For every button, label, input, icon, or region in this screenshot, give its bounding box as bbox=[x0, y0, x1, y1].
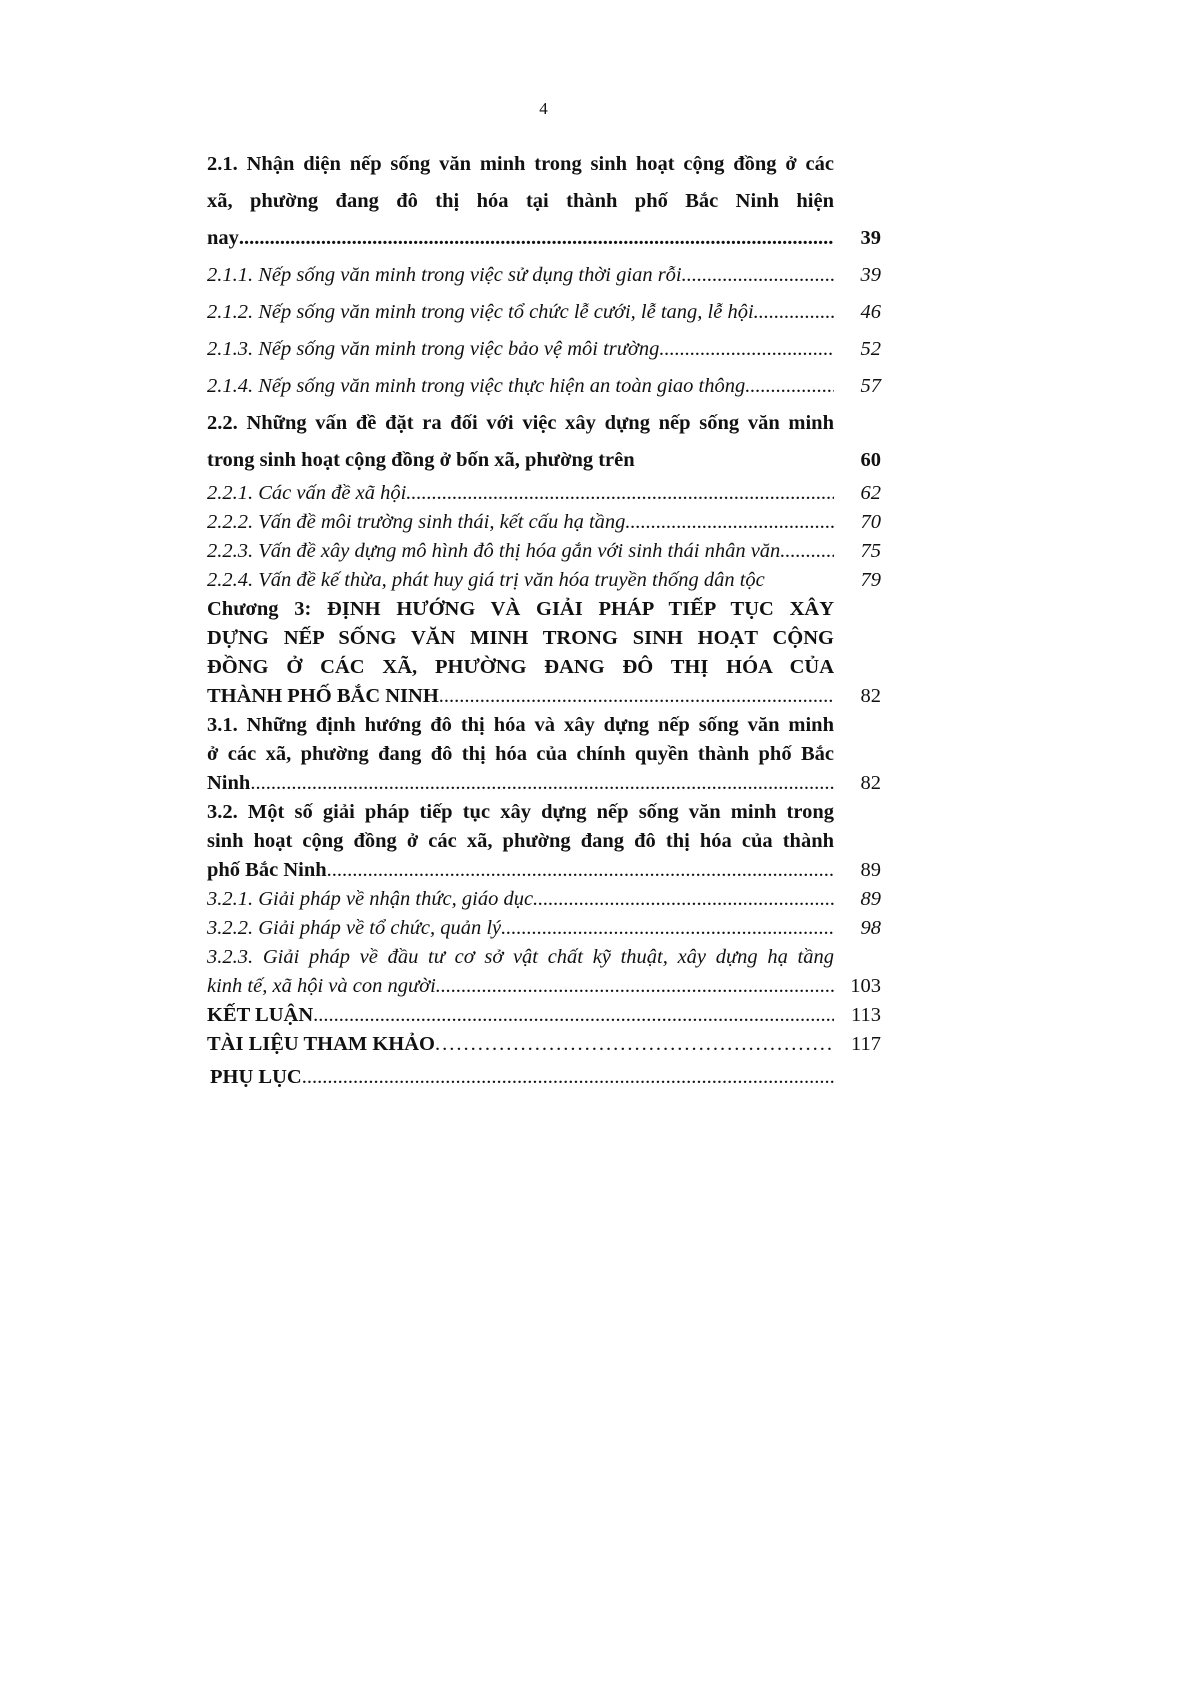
toc-entry-2-2-1[interactable] bbox=[207, 479, 907, 508]
toc-entry-2-1-4[interactable] bbox=[207, 368, 907, 405]
toc-entry-2-2-3[interactable] bbox=[207, 537, 907, 566]
toc-entry-text-line: 2.1.1. Nếp sống văn minh trong việc sử dụng thời gian rỗi bbox=[207, 264, 682, 286]
toc-entry-page: 39 bbox=[860, 227, 881, 249]
toc-entry-3-2-3[interactable] bbox=[207, 943, 907, 1001]
toc-entry-text-line: 2.1.4. Nếp sống văn minh trong việc thực hiện an toàn giao thông bbox=[207, 375, 746, 397]
toc-entry-page: 46 bbox=[860, 301, 881, 323]
toc-entry-text-line: 3.2.3. Giải pháp về đầu tư cơ sở vật chất kỹ thuật, xây dựng hạ tầng bbox=[207, 946, 834, 968]
toc-entry-text-line: ở các xã, phường đang đô thị hóa của chính quyền thành phố Bắc bbox=[207, 743, 834, 765]
toc-entry-page: 98 bbox=[860, 917, 881, 939]
toc-entry-text-line: PHỤ LỤC bbox=[210, 1066, 302, 1088]
table-of-contents bbox=[207, 146, 907, 1096]
toc-entry-page: 89 bbox=[860, 888, 881, 910]
toc-entry-page: 117 bbox=[851, 1033, 881, 1055]
toc-entry-2-1[interactable] bbox=[207, 146, 907, 257]
toc-entry-2-1-2[interactable] bbox=[207, 294, 907, 331]
dot-leader bbox=[406, 479, 834, 508]
dot-leader bbox=[435, 1030, 834, 1059]
toc-entry-text-line: 2.2.4. Vấn đề kế thừa, phát huy giá trị văn hóa truyền thống dân tộc bbox=[207, 569, 765, 591]
toc-entry-text-line: 2.1.2. Nếp sống văn minh trong việc tổ chức lễ cưới, lễ tang, lễ hội bbox=[207, 301, 754, 323]
toc-entry-text-line: TÀI LIỆU THAM KHẢO bbox=[207, 1033, 436, 1055]
toc-entry-page: 57 bbox=[860, 375, 881, 397]
dot-leader bbox=[313, 1001, 834, 1030]
dot-leader bbox=[754, 294, 834, 331]
toc-entry-text-line: KẾT LUẬN bbox=[207, 1004, 314, 1026]
dot-leader bbox=[250, 769, 834, 798]
toc-entry-text-line: 2.2.3. Vấn đề xây dựng mô hình đô thị hóa gắn với sinh thái nhân văn bbox=[207, 540, 781, 562]
toc-entry-page: 60 bbox=[860, 449, 881, 471]
toc-entry-page: 70 bbox=[860, 511, 881, 533]
toc-entry-text-line: 2.2. Những vấn đề đặt ra đối với việc xây dựng nếp sống văn minh bbox=[207, 412, 834, 434]
dot-leader bbox=[239, 220, 834, 257]
toc-entry-page: 52 bbox=[860, 338, 881, 360]
toc-entry-ket-luan[interactable] bbox=[207, 1001, 907, 1030]
dot-leader bbox=[625, 508, 834, 537]
toc-entry-page: 62 bbox=[860, 482, 881, 504]
toc-entry-text-line: THÀNH PHỐ BẮC NINH bbox=[207, 685, 439, 707]
toc-entry-text-line: 2.2.2. Vấn đề môi trường sinh thái, kết cấu hạ tầng bbox=[207, 511, 626, 533]
toc-entry-text-line: ĐỒNG Ở CÁC XÃ, PHƯỜNG ĐANG ĐÔ THỊ HÓA CỦA bbox=[207, 656, 834, 678]
toc-entry-page: 89 bbox=[860, 859, 881, 881]
toc-entry-text-line: 2.1.3. Nếp sống văn minh trong việc bảo vệ môi trường bbox=[207, 338, 660, 360]
toc-entry-3-2-2[interactable] bbox=[207, 914, 907, 943]
toc-entry-3-2-1[interactable] bbox=[207, 885, 907, 914]
toc-entry-3-2[interactable] bbox=[207, 798, 907, 885]
toc-entry-text-line: trong sinh hoạt cộng đồng ở bốn xã, phường trên bbox=[207, 449, 635, 471]
toc-entry-chapter-3[interactable] bbox=[207, 595, 907, 711]
toc-entry-2-2[interactable] bbox=[207, 405, 907, 479]
toc-entry-page: 79 bbox=[860, 569, 881, 591]
toc-entry-text-line: kinh tế, xã hội và con người bbox=[207, 975, 436, 997]
toc-entry-page: 39 bbox=[860, 264, 881, 286]
toc-entry-page: 103 bbox=[850, 975, 881, 997]
toc-entry-2-2-4[interactable] bbox=[207, 566, 907, 595]
toc-entry-3-1[interactable] bbox=[207, 711, 907, 798]
toc-entry-text-line: 3.2.1. Giải pháp về nhận thức, giáo dục bbox=[207, 888, 534, 910]
toc-entry-text-line: Chương 3: ĐỊNH HƯỚNG VÀ GIẢI PHÁP TIẾP TỤC XÂY bbox=[207, 598, 834, 620]
toc-entry-text-line: 2.2.1. Các vấn đề xã hội bbox=[207, 482, 407, 504]
dot-leader bbox=[439, 682, 834, 711]
toc-entry-page: 82 bbox=[860, 685, 881, 707]
toc-entry-page: 75 bbox=[860, 540, 881, 562]
toc-entry-text-line: 3.2.2. Giải pháp về tổ chức, quản lý bbox=[207, 917, 502, 939]
toc-entry-phu-luc[interactable] bbox=[207, 1059, 907, 1096]
toc-entry-text-line: sinh hoạt cộng đồng ở các xã, phường đang đô thị hóa của thành bbox=[207, 830, 834, 852]
toc-entry-text-line: 2.1. Nhận diện nếp sống văn minh trong sinh hoạt cộng đồng ở các bbox=[207, 153, 834, 175]
toc-entry-text-line: phố Bắc Ninh bbox=[207, 859, 327, 881]
dot-leader bbox=[327, 856, 834, 885]
toc-entry-page: 82 bbox=[860, 772, 881, 794]
page-number: 4 bbox=[539, 99, 548, 118]
toc-entry-page: 113 bbox=[851, 1004, 881, 1026]
dot-leader bbox=[302, 1059, 835, 1096]
toc-entry-text-line: nay bbox=[207, 227, 239, 249]
dot-leader bbox=[501, 914, 834, 943]
toc-entry-text-line: 3.1. Những định hướng đô thị hóa và xây dựng nếp sống văn minh bbox=[207, 714, 834, 736]
toc-entry-2-1-1[interactable] bbox=[207, 257, 907, 294]
dot-leader bbox=[436, 972, 834, 1001]
toc-entry-2-2-2[interactable] bbox=[207, 508, 907, 537]
toc-entry-text-line: xã, phường đang đô thị hóa tại thành phố Bắc Ninh hiện bbox=[207, 190, 834, 212]
dot-leader bbox=[659, 331, 834, 368]
toc-entry-2-1-3[interactable] bbox=[207, 331, 907, 368]
dot-leader bbox=[780, 537, 834, 566]
toc-entry-tai-lieu-tham-khao[interactable] bbox=[207, 1030, 907, 1059]
toc-entry-text-line: 3.2. Một số giải pháp tiếp tục xây dựng nếp sống văn minh trong bbox=[207, 801, 834, 823]
dot-leader bbox=[745, 368, 834, 405]
toc-entry-text-line: Ninh bbox=[207, 772, 251, 794]
dot-leader bbox=[682, 257, 834, 294]
toc-entry-text-line: DỰNG NẾP SỐNG VĂN MINH TRONG SINH HOẠT CỘNG bbox=[207, 627, 834, 649]
dot-leader bbox=[533, 885, 834, 914]
